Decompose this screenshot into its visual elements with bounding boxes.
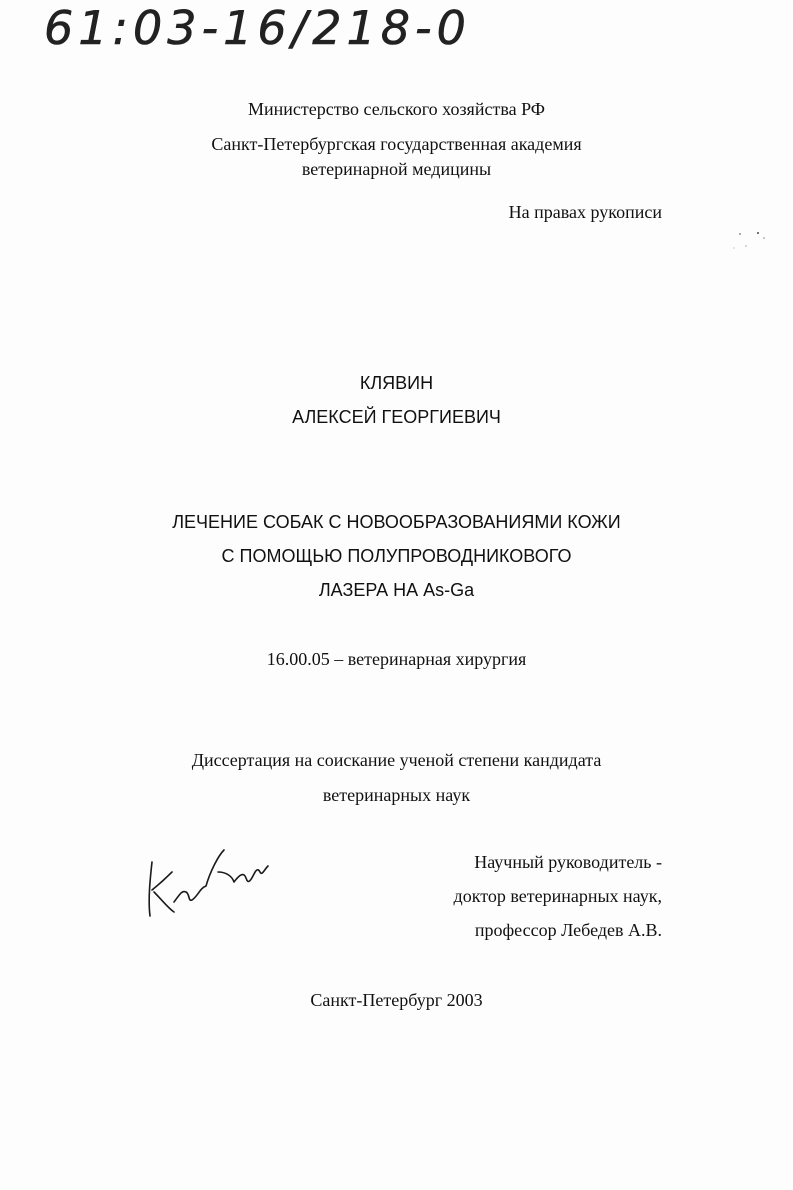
academy-line-2: ветеринарной медицины <box>301 159 492 179</box>
speck <box>739 233 741 235</box>
archive-code-text: 61:03-16/218-0 <box>44 1 471 55</box>
place-and-year: Санкт-Петербург 2003 <box>310 990 483 1010</box>
dissertation-line-2: ветеринарных наук <box>322 785 471 805</box>
speck <box>733 247 734 248</box>
author-given-names: АЛЕКСЕЙ ГЕОРГИЕВИЧ <box>292 407 501 427</box>
speck <box>745 245 746 246</box>
rights-note: На правах рукописи <box>508 202 662 222</box>
title-line-3: ЛАЗЕРА НА As-Ga <box>318 580 475 600</box>
scan-specks <box>726 228 776 258</box>
speck <box>757 232 759 234</box>
dissertation-line-1: Диссертация на соискание ученой степени кандидата <box>191 750 602 770</box>
supervisor-line-3: профессор Лебедев А.В. <box>474 920 662 940</box>
ministry-line: Министерство сельского хозяйства РФ <box>248 99 545 119</box>
title-line-1: ЛЕЧЕНИЕ СОБАК С НОВООБРАЗОВАНИЯМИ КОЖИ <box>172 512 621 532</box>
author-surname: КЛЯВИН <box>359 373 434 393</box>
speck <box>763 237 765 239</box>
handwritten-archive-code <box>44 0 504 60</box>
specialty-code: 16.00.05 – ветеринарная хирургия <box>266 649 527 669</box>
academy-line-1: Санкт-Петербургская государственная академия <box>211 134 582 154</box>
supervisor-line-1: Научный руководитель - <box>474 852 662 872</box>
author-signature <box>140 842 280 920</box>
supervisor-line-2: доктор ветеринарных наук, <box>453 886 662 906</box>
signature-stroke <box>149 850 268 916</box>
title-line-2: С ПОМОЩЬЮ ПОЛУПРОВОДНИКОВОГО <box>221 546 572 566</box>
